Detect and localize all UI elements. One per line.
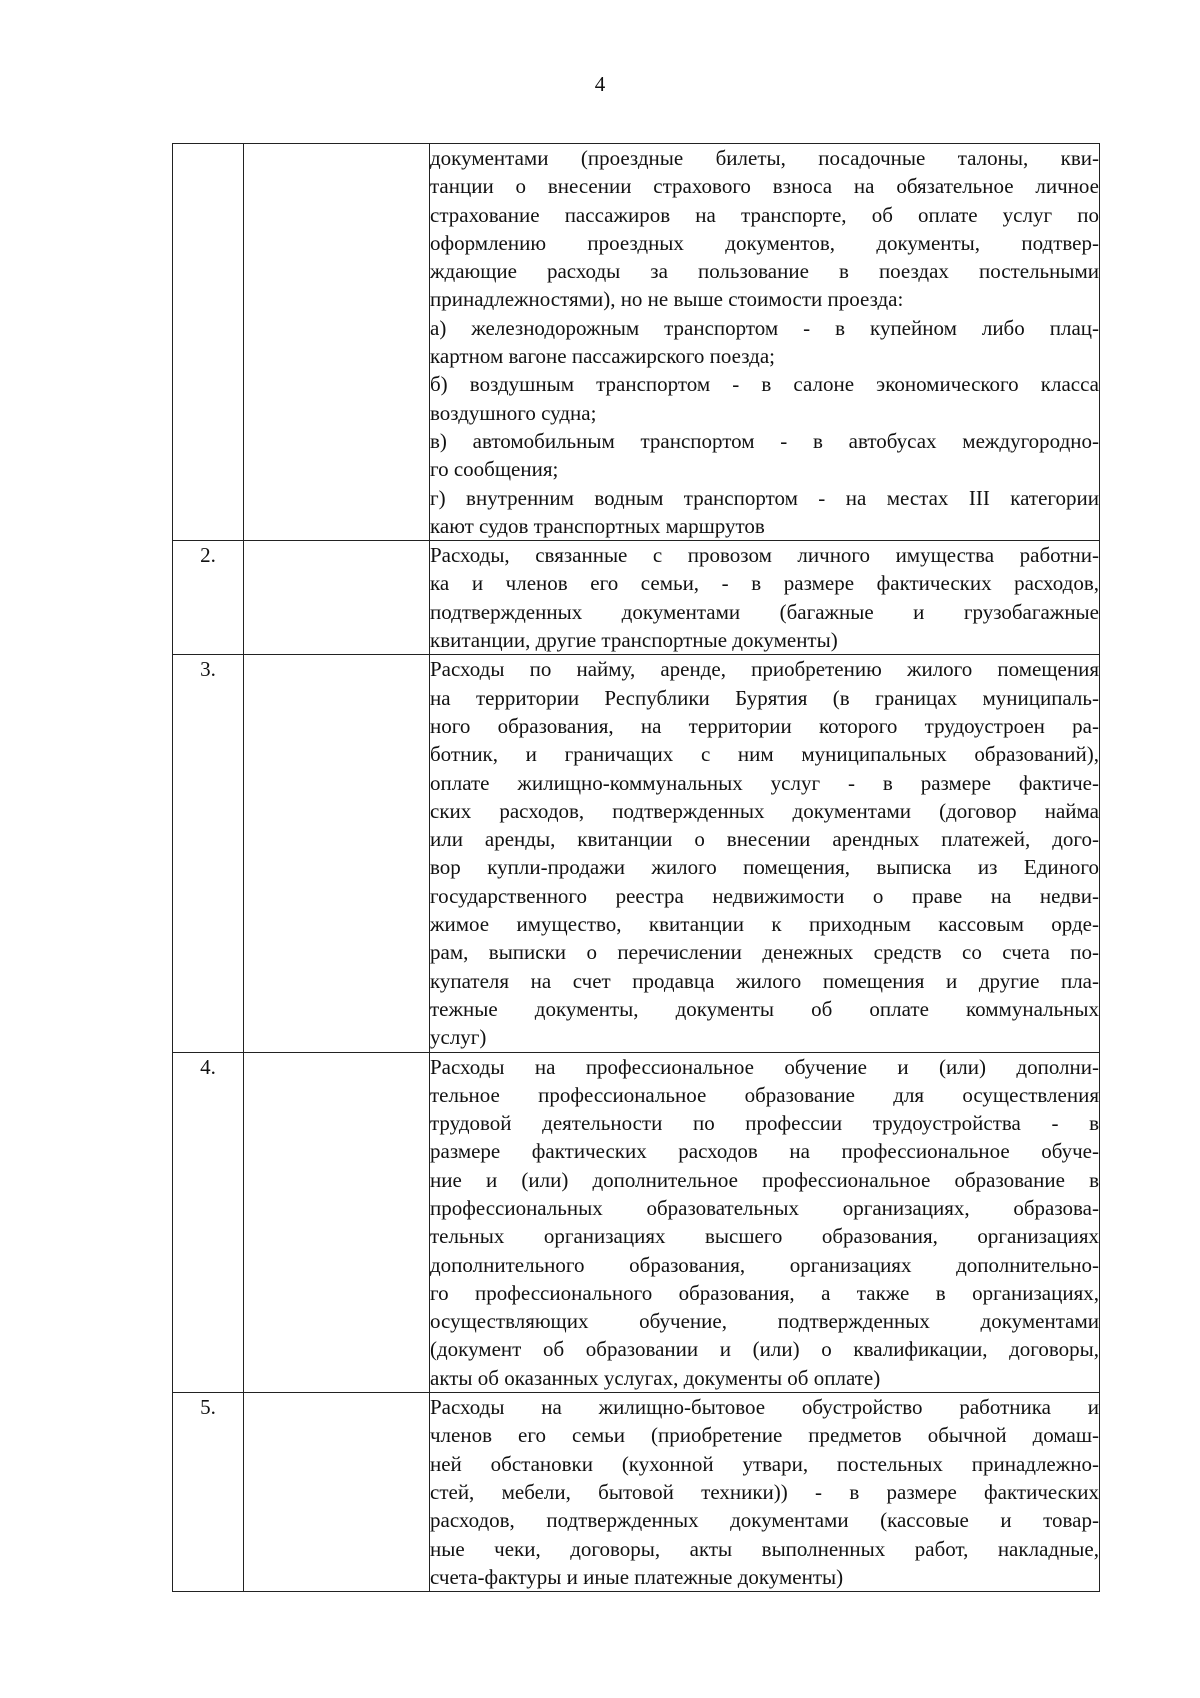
- text-line: Расходы, связанные с провозом личного имущества работни-: [430, 543, 1099, 568]
- text-line: акты об оказанных услугах, документы об оплате): [430, 1365, 881, 1390]
- text-line: вор купли-продажи жилого помещения, выписка из Единого: [430, 855, 1099, 880]
- table-row: [173, 655, 1100, 1052]
- text-line: ка и членов его семьи, - в размере фактических расходов,: [430, 571, 1099, 596]
- description-cell: [430, 541, 1100, 655]
- text-line: расходов, подтвержденных документами (кассовые и товар-: [430, 1508, 1099, 1533]
- row-number-cell: 4.: [173, 1052, 244, 1393]
- expenses-table: [172, 143, 1100, 1592]
- page-number: 4: [594, 72, 606, 96]
- text-line: осуществляющих обучение, подтвержденных документами: [430, 1309, 1099, 1334]
- text-line: дополнительного образования, организациях дополнительно-: [430, 1252, 1099, 1277]
- description-cell: [430, 1052, 1100, 1393]
- empty-cell: [244, 655, 430, 1052]
- text-line: трудовой деятельности по профессии трудоустройства - в: [430, 1111, 1099, 1136]
- text-line: купателя на счет продавца жилого помещения и другие пла-: [430, 968, 1099, 993]
- text-line: оформлению проездных документов, документы, подтвер-: [430, 230, 1099, 255]
- table-body: [173, 144, 1100, 1592]
- text-line: тельное профессиональное образование для осуществления: [430, 1082, 1099, 1107]
- text-line: профессиональных образовательных организациях, образова-: [430, 1195, 1099, 1220]
- description-cell: [430, 144, 1100, 541]
- text-line: а) железнодорожным транспортом - в купейном либо плац-: [430, 315, 1099, 340]
- text-line: размере фактических расходов на профессиональное обуче-: [430, 1139, 1099, 1164]
- text-line: страхование пассажиров на транспорте, об оплате услуг по: [430, 202, 1099, 227]
- text-line: счета-фактуры и иные платежные документы): [430, 1564, 844, 1589]
- row-number-cell: [173, 144, 244, 541]
- text-line: ждающие расходы за пользование в поездах постельными: [430, 259, 1099, 284]
- text-line: картном вагоне пассажирского поезда;: [430, 344, 775, 369]
- text-line: принадлежностями), но не выше стоимости проезда:: [430, 287, 904, 312]
- text-line: тежные документы, документы об оплате коммунальных: [430, 996, 1099, 1021]
- text-line: Расходы на профессиональное обучение и (или) дополни-: [430, 1054, 1099, 1079]
- empty-cell: [244, 1052, 430, 1393]
- text-line: в) автомобильным транспортом - в автобусах междугородно-: [430, 428, 1099, 453]
- text-line: ние и (или) дополнительное профессиональное образование в: [430, 1167, 1099, 1192]
- text-line: танции о внесении страхового взноса на обязательное личное: [430, 174, 1099, 199]
- text-line: г) внутренним водным транспортом - на местах III категории: [430, 485, 1099, 510]
- description-cell: [430, 1393, 1100, 1592]
- table-row: [173, 1393, 1100, 1592]
- text-line: ботник, и граничащих с ним муниципальных образований),: [430, 742, 1099, 767]
- text-line: или аренды, квитанции о внесении арендных платежей, дого-: [430, 827, 1099, 852]
- text-line: воздушного судна;: [430, 400, 597, 425]
- text-line: го сообщения;: [430, 457, 559, 482]
- table-row: [173, 144, 1100, 541]
- text-line: ные чеки, договоры, акты выполненных работ, накладные,: [430, 1536, 1099, 1561]
- text-line: рам, выписки о перечислении денежных средств со счета по-: [430, 940, 1099, 965]
- row-number-cell: 2.: [173, 541, 244, 655]
- text-line: ских расходов, подтвержденных документами (договор найма: [430, 798, 1099, 823]
- text-line: тельных организациях высшего образования, организациях: [430, 1224, 1099, 1249]
- text-line: членов его семьи (приобретение предметов обычной домаш-: [430, 1423, 1099, 1448]
- text-line: квитанции, другие транспортные документы): [430, 628, 838, 653]
- text-line: услуг): [430, 1025, 487, 1050]
- text-line: документами (проездные билеты, посадочные талоны, кви-: [430, 146, 1099, 170]
- empty-cell: [244, 541, 430, 655]
- text-line: (документ об образовании и (или) о квалификации, договоры,: [430, 1337, 1099, 1362]
- text-line: государственного реестра недвижимости о праве на недви-: [430, 883, 1099, 908]
- text-line: Расходы на жилищно-бытовое обустройство работника и: [430, 1395, 1099, 1420]
- table-row: [173, 541, 1100, 655]
- empty-cell: [244, 144, 430, 541]
- text-line: б) воздушным транспортом - в салоне экономического класса: [430, 372, 1099, 397]
- row-number-cell: 3.: [173, 655, 244, 1052]
- text-line: подтвержденных документами (багажные и грузобагажные: [430, 599, 1099, 624]
- text-line: ней обстановки (кухонной утвари, постельных принадлежно-: [430, 1451, 1099, 1476]
- text-line: кают судов транспортных маршрутов: [430, 513, 765, 538]
- text-line: ного образования, на территории которого трудоустроен ра-: [430, 713, 1099, 738]
- text-line: оплате жилищно-коммунальных услуг - в размере фактиче-: [430, 770, 1099, 795]
- text-line: жимое имущество, квитанции к приходным кассовым орде-: [430, 912, 1099, 937]
- row-number-cell: 5.: [173, 1393, 244, 1592]
- table-row: [173, 1052, 1100, 1393]
- text-line: стей, мебели, бытовой техники)) - в размере фактических: [430, 1479, 1099, 1504]
- text-line: на территории Республики Бурятия (в границах муниципаль-: [430, 685, 1099, 710]
- text-line: Расходы по найму, аренде, приобретению жилого помещения: [430, 657, 1099, 682]
- empty-cell: [244, 1393, 430, 1592]
- description-cell: [430, 655, 1100, 1052]
- text-line: го профессионального образования, а также в организациях,: [430, 1280, 1099, 1305]
